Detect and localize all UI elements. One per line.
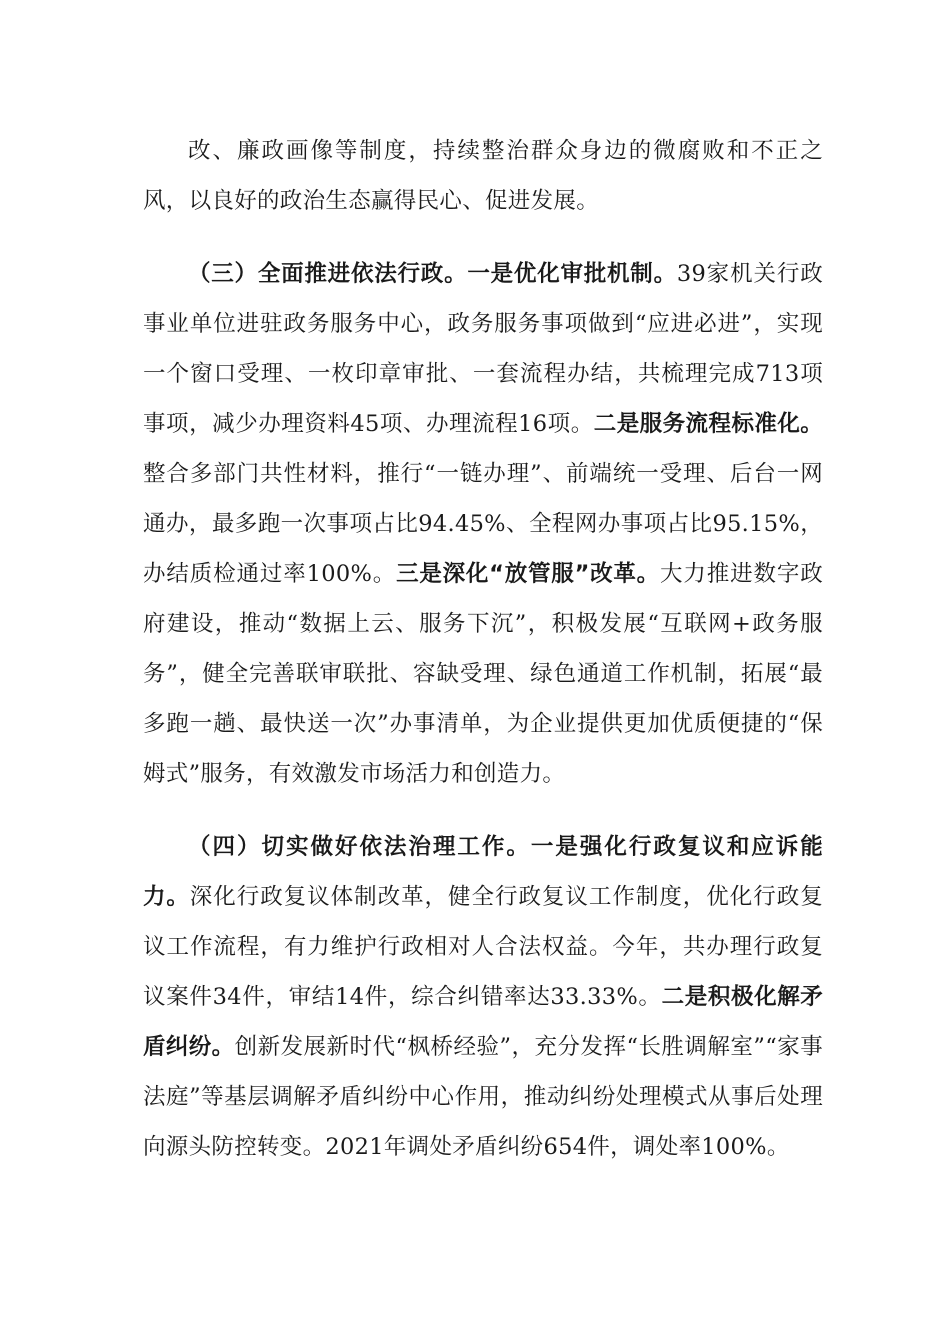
paragraph-text: 改、廉政画像等制度，持续整治群众身边的微腐败和不正之风，以良好的政治生态赢得民心、促进发展。: [143, 138, 823, 214]
point-title: 二是服务流程标准化。: [593, 411, 823, 437]
document-page: [143, 126, 823, 1172]
point-body: 整合多部门共性材料，推行“一链办理”、前端统一受理、后台一网通办，最多跑一次事项占比94.45%、全程网办事项占比95.15%，办结质检通过率100%。: [143, 461, 823, 587]
point-title: 一是优化审批机制。: [467, 261, 677, 287]
point-body: 大力推进数字政府建设，推动“数据上云、服务下沉”，积极发展“互联网+政务服务”，健全完善联审联批、容缺受理、绿色通道工作机制，拓展“最多跑一趟、最快送一次”办事清单，为企业提供更加优质便捷的“保姆式”服务，有效激发市场活力和创造力。: [143, 561, 823, 787]
point-title: 二是积极化解矛盾纠纷。: [143, 984, 823, 1060]
point-body: 39家机关行政事业单位进驻政务服务中心，政务服务事项做到“应进必进”，实现一个窗口受理、一枚印章审批、一套流程办结，共梳理完成713项事项，减少办理资料45项、办理流程16项。: [143, 261, 823, 437]
section-heading: （三）全面推进依法行政。: [188, 261, 468, 287]
paragraph-section-4: [143, 822, 823, 1172]
point-title: 三是深化“放管服”改革。: [396, 561, 660, 587]
point-body: 创新发展新时代“枫桥经验”，充分发挥“长胜调解室”“家事法庭”等基层调解矛盾纠纷中心作用，推动纠纷处理模式从事后处理向源头防控转变。2021年调处矛盾纠纷654件，调处率100%。: [143, 1034, 823, 1160]
point-body: 深化行政复议体制改革，健全行政复议工作制度，优化行政复议工作流程，有力维护行政相对人合法权益。今年，共办理行政复议案件34件，审结14件，综合纠错率达33.33%。: [143, 884, 823, 1010]
paragraph-continuation: [143, 126, 823, 226]
point-title: 一是强化行政复议和应诉能力。: [143, 834, 823, 910]
section-heading: （四）切实做好依法治理工作。: [188, 834, 531, 860]
paragraph-section-3: [143, 249, 823, 799]
